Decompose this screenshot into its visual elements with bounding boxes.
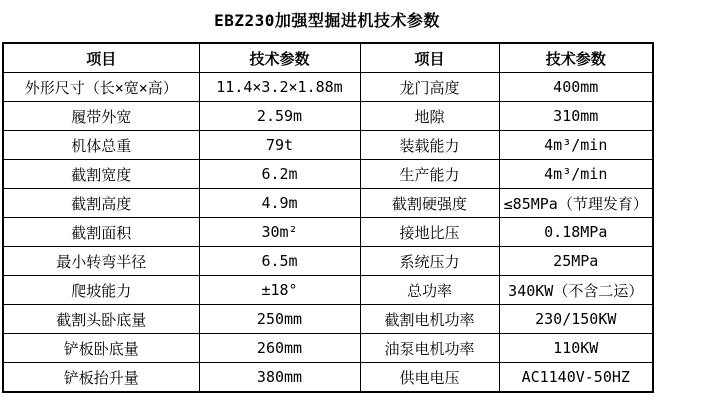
- value-cell: 2.59m: [199, 102, 360, 131]
- item-cell: 生产能力: [360, 160, 499, 189]
- value-cell: 260mm: [199, 334, 360, 363]
- value-cell: 400mm: [499, 73, 653, 102]
- item-cell: 装载能力: [360, 131, 499, 160]
- value-cell: 250mm: [199, 305, 360, 334]
- table-header-row: [3, 43, 653, 73]
- table-row: [3, 334, 653, 363]
- table-row: [3, 247, 653, 276]
- item-cell: 油泵电机功率: [360, 334, 499, 363]
- item-cell: 爬坡能力: [3, 276, 199, 305]
- item-cell: 铲板抬升量: [3, 363, 199, 393]
- value-cell: 0.18MPa: [499, 218, 653, 247]
- page-title: EBZ230加强型掘进机技术参数: [214, 11, 440, 30]
- value-cell: ≤85MPa（节理发育）: [499, 189, 653, 218]
- table-row: [3, 131, 653, 160]
- table-body: [3, 73, 653, 393]
- table-row: [3, 363, 653, 393]
- item-cell: 截割电机功率: [360, 305, 499, 334]
- value-cell: 310mm: [499, 102, 653, 131]
- value-cell: 30m²: [199, 218, 360, 247]
- value-cell: 230/150KW: [499, 305, 653, 334]
- item-cell: 铲板卧底量: [3, 334, 199, 363]
- item-cell: 截割高度: [3, 189, 199, 218]
- spec-table: [2, 42, 654, 393]
- value-cell: AC1140V-50HZ: [499, 363, 653, 393]
- item-cell: 龙门高度: [360, 73, 499, 102]
- item-cell: 截割宽度: [3, 160, 199, 189]
- header-item-left: 项目: [3, 43, 199, 73]
- value-cell: 6.2m: [199, 160, 360, 189]
- item-cell: 系统压力: [360, 247, 499, 276]
- header-value-right: 技术参数: [499, 43, 653, 73]
- value-cell: 4m³/min: [499, 131, 653, 160]
- item-cell: 接地比压: [360, 218, 499, 247]
- item-cell: 最小转弯半径: [3, 247, 199, 276]
- item-cell: 供电电压: [360, 363, 499, 393]
- value-cell: 6.5m: [199, 247, 360, 276]
- item-cell: 截割硬强度: [360, 189, 499, 218]
- value-cell: 380mm: [199, 363, 360, 393]
- table-row: [3, 276, 653, 305]
- table-row: [3, 73, 653, 102]
- table-row: [3, 189, 653, 218]
- item-cell: 履带外宽: [3, 102, 199, 131]
- value-cell: 79t: [199, 131, 360, 160]
- table-row: [3, 218, 653, 247]
- item-cell: 地隙: [360, 102, 499, 131]
- value-cell: ±18°: [199, 276, 360, 305]
- item-cell: 截割面积: [3, 218, 199, 247]
- item-cell: 总功率: [360, 276, 499, 305]
- value-cell: 4m³/min: [499, 160, 653, 189]
- value-cell: 4.9m: [199, 189, 360, 218]
- value-cell: 25MPa: [499, 247, 653, 276]
- item-cell: 外形尺寸（长×宽×高）: [3, 73, 199, 102]
- header-item-right: 项目: [360, 43, 499, 73]
- table-row: [3, 102, 653, 131]
- table-row: [3, 305, 653, 334]
- table-row: [3, 160, 653, 189]
- header-value-left: 技术参数: [199, 43, 360, 73]
- value-cell: 110KW: [499, 334, 653, 363]
- value-cell: 340KW（不含二运）: [499, 276, 653, 305]
- item-cell: 截割头卧底量: [3, 305, 199, 334]
- document: [2, 0, 652, 393]
- item-cell: 机体总重: [3, 131, 199, 160]
- value-cell: 11.4×3.2×1.88m: [199, 73, 360, 102]
